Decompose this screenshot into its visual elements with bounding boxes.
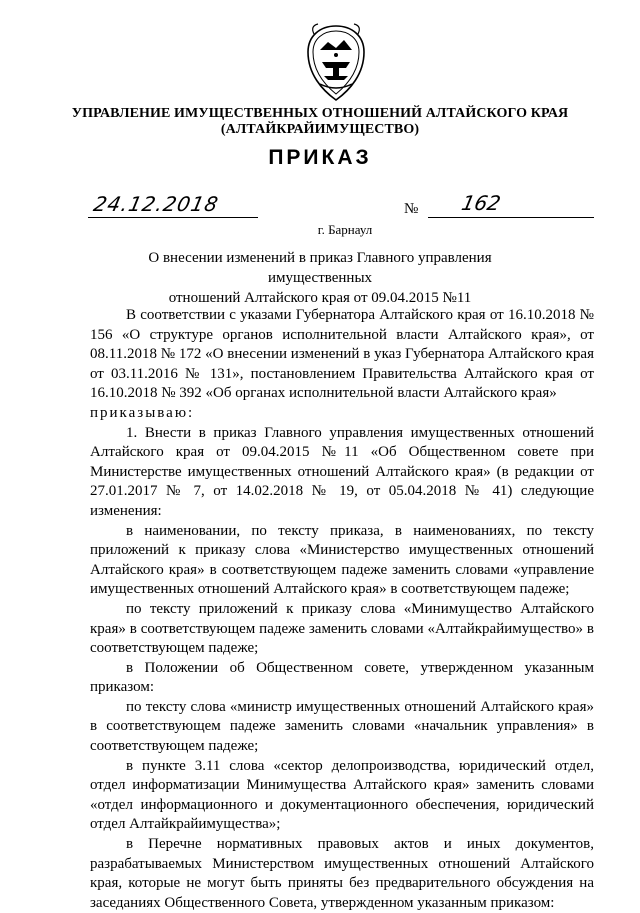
organization-short-name: (АЛТАЙКРАЙИМУЩЕСТВО) (220, 122, 420, 137)
city-label: г. Барнаул (317, 222, 373, 237)
number-label: № (404, 201, 419, 217)
order-word: приказываю: (90, 404, 195, 421)
document-subject (100, 248, 540, 308)
subject-line-2: отношений Алтайского края от 09.04.2015 №11 (168, 290, 472, 306)
number-underline (428, 217, 594, 218)
item-1-paragraph: 1. Внести в приказ Главного управления имущественных отношений Алтайского края от 09.04.2015 №11 «Об Общественном совете при Министерстве имущественных отношений Алтайского края» (в редакции от 27.01.2017 № 7, от 14.02.2018 № 19, от 05.04.2018 № 41) следующие изменения: (90, 424, 594, 519)
change-paragraph-2: по тексту приложений к приказу слова «Минимущество Алтайского края» в соответствующем падеже заменить словами «Алтайкрайимущество» в соответствующем падеже; (90, 600, 594, 657)
change-paragraph-5: в пункте 3.11 слова «сектор делопроизводства, юридический отдел, отдел информатизации Минимущества Алтайского края» заменить словами «отдел информационного и документационного обеспечения, юридический отдел Алтайкрайимущества»; (90, 757, 594, 833)
change-paragraph-4: по тексту слова «министр имущественных отношений Алтайского края» в соответствующем падеже заменить словами «начальник управления» в соответствующем падеже; (90, 698, 594, 755)
change-paragraph-1: в наименовании, по тексту приказа, в наименованиях, по тексту приложений к приказу слова «Министерство имущественных отношений Алтайского края» в соответствующем падеже заменить словами «управление имущественных отношений Алтайского края» в соответствующем падеже; (90, 522, 594, 598)
handwritten-number: 162 (459, 191, 503, 215)
change-paragraph-6: в Перечне нормативных правовых актов и иных документов, разрабатываемых Министерством имущественных отношений Алтайского края, которые не могут быть приняты без предварительного обсуждения на заседаниях Общественного Совета, утвержденном указанным приказом: (90, 836, 594, 911)
coat-of-arms-icon (300, 22, 372, 104)
change-paragraph-3: в Положении об Общественном совете, утвержденном указанным приказом: (90, 659, 594, 696)
handwritten-date: 24.12.2018 (91, 192, 222, 216)
organization-name: УПРАВЛЕНИЕ ИМУЩЕСТВЕННЫХ ОТНОШЕНИЙ АЛТАЙСКОГО КРАЯ (71, 106, 569, 121)
date-underline (88, 217, 258, 218)
document-type-title: ПРИКАЗ (268, 146, 372, 169)
document-body (90, 306, 594, 913)
preamble-paragraph: В соответствии с указами Губернатора Алтайского края от 16.10.2018 № 156 «О структуре органов исполнительной власти Алтайского края», от 08.11.2018 № 172 «О внесении изменений в указ Губернатора Алтайского края от 03.11.2016 № 131», постановлением Правительства Алтайского края от 16.10.2018 № 392 «Об органах исполнительной власти Алтайского края» (90, 307, 594, 402)
subject-line-1: О внесении изменений в приказ Главного управления имущественных (148, 250, 492, 286)
